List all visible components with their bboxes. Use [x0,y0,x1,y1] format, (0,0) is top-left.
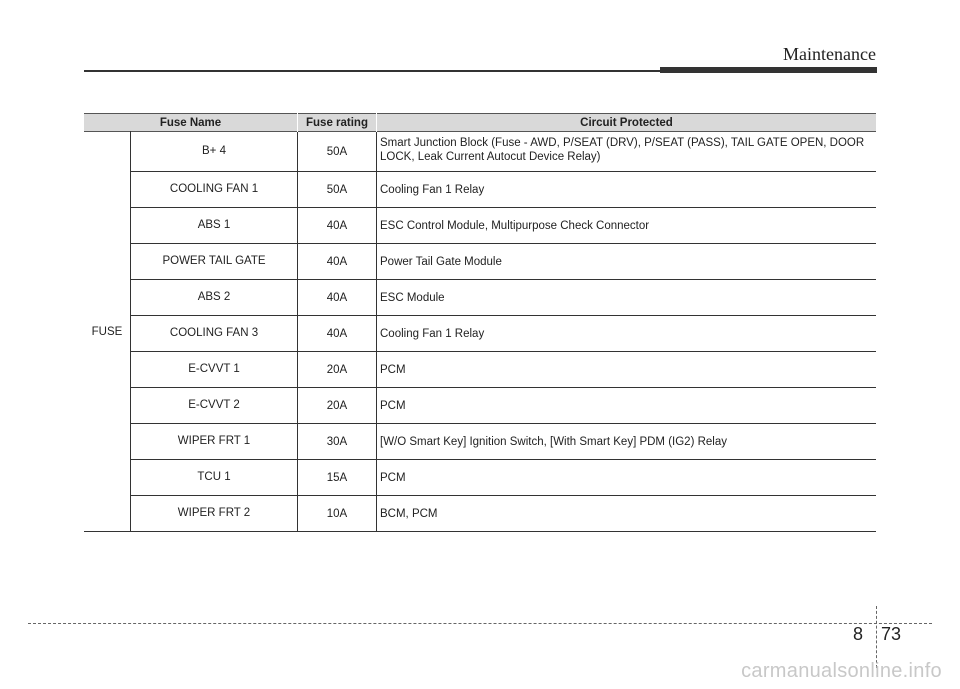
fuse-name: WIPER FRT 1 [131,424,298,460]
fuse-rating: 40A [298,280,377,316]
table-row [84,352,876,388]
fuse-rating: 10A [298,496,377,532]
table-row [84,208,876,244]
page-number: 73 [881,624,902,644]
fuse-rating: 40A [298,316,377,352]
circuit-protected: ESC Module [377,280,877,316]
circuit-protected: BCM, PCM [377,496,877,532]
column-header-fuse-rating: Fuse rating [298,114,377,132]
table-row [84,244,876,280]
table-row [84,424,876,460]
header-rule [84,70,660,72]
watermark: carmanualsonline.info [741,660,942,682]
fuse-rating: 20A [298,352,377,388]
circuit-protected: [W/O Smart Key] Ignition Switch, [With Smart Key] PDM (IG2) Relay [377,424,877,460]
circuit-protected: Cooling Fan 1 Relay [377,172,877,208]
fuse-rating: 15A [298,460,377,496]
circuit-protected: Power Tail Gate Module [377,244,877,280]
table-row [84,280,876,316]
circuit-protected: Smart Junction Block (Fuse - AWD, P/SEAT (DRV), P/SEAT (PASS), TAIL GATE OPEN, DOOR LOCK, Leak Current Autocut Device Relay) [377,132,877,172]
fuse-name: E-CVVT 1 [131,352,298,388]
circuit-protected: PCM [377,388,877,424]
table-row [84,460,876,496]
circuit-protected: Cooling Fan 1 Relay [377,316,877,352]
fuse-table [84,113,876,532]
fuse-name: E-CVVT 2 [131,388,298,424]
footer-divider [876,606,877,668]
fuse-rating: 50A [298,132,377,172]
circuit-protected: PCM [377,352,877,388]
fuse-rating: 30A [298,424,377,460]
table-header-row [84,114,876,132]
header-rule-thick [660,67,877,73]
table-row [84,172,876,208]
section-title: Maintenance [783,44,876,64]
fuse-rating: 20A [298,388,377,424]
fuse-name: COOLING FAN 1 [131,172,298,208]
fuse-rating: 40A [298,208,377,244]
fuse-rating: 40A [298,244,377,280]
circuit-protected: ESC Control Module, Multipurpose Check Connector [377,208,877,244]
column-header-circuit-protected: Circuit Protected [377,114,877,132]
table-row [84,388,876,424]
circuit-protected: PCM [377,460,877,496]
fuse-name: TCU 1 [131,460,298,496]
fuse-name: ABS 2 [131,280,298,316]
table-row [84,316,876,352]
fuse-name: COOLING FAN 3 [131,316,298,352]
fuse-name: B+ 4 [131,132,298,172]
table-row [84,132,876,172]
fuse-rating: 50A [298,172,377,208]
table-row [84,496,876,532]
fuse-name: ABS 1 [131,208,298,244]
chapter-number: 8 [853,624,864,644]
fuse-group-label: FUSE [84,132,131,532]
column-header-fuse-name: Fuse Name [84,114,298,132]
fuse-name: WIPER FRT 2 [131,496,298,532]
fuse-name: POWER TAIL GATE [131,244,298,280]
footer-rule [28,623,932,624]
